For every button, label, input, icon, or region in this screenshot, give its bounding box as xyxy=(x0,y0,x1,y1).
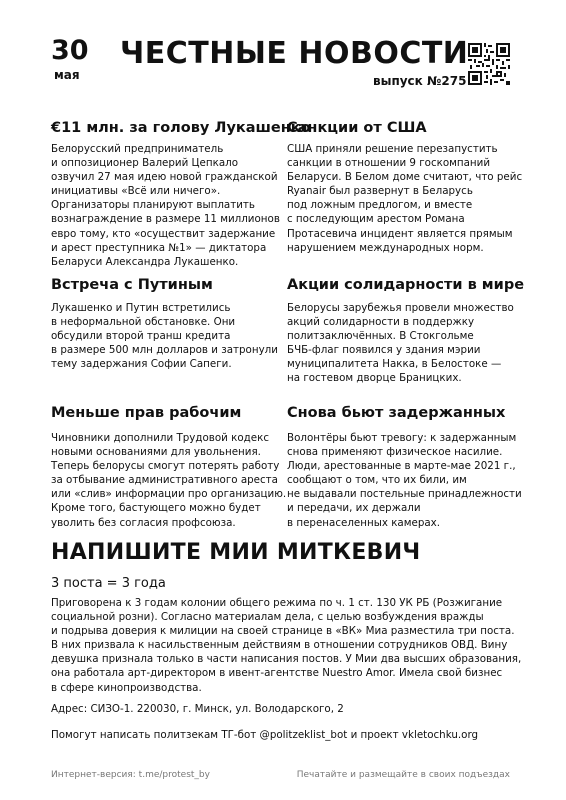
article-title: Встреча с Путиным xyxy=(51,277,213,293)
issue-month: мая xyxy=(54,68,80,82)
article-title: €11 млн. за голову Лукашенко xyxy=(51,120,311,136)
help-note: Помогут написать политзекам ТГ-бот @politzeklist_bot и проект vkletochku.org xyxy=(51,729,479,741)
article-body: США приняли решение перезапустить санкции в отношении 9 госкомпаний Беларуси. В Белом доме считают, что рейс Ryanair был развернут в Беларусь под ложным предлогом, и вместе с последующим арестом Романа Протасевича инцидент является прямым нарушением международных норм. xyxy=(287,143,523,254)
appeal-title: НАПИШИТЕ МИИ МИТКЕВИЧ xyxy=(51,540,421,565)
article-body: Волонтёры бьют тревогу: к задержанным снова применяют физическое насилие. Люди, арестованные в марте-мае 2021 г., сообщают о том, что их били, им не выдавали постельные принадлежности и передачи, их держали в перенаселенных камерах. xyxy=(287,432,522,529)
article-body: Чиновники дополнили Трудовой кодекс новыми основаниями для увольнения. Теперь белорусы смогут потерять работу за отбывание административного ареста или «слив» информации про организацию. Кроме того, бастующего можно будет уволить без согласия профсоюза. xyxy=(51,432,287,529)
article-title: Снова бьют задержанных xyxy=(287,405,506,421)
article-body: Белорусский предприниматель и оппозиционер Валерий Цепкало озвучил 27 мая идею новой гражданской инициативы «Всё или ничего». Организаторы планируют выплатить вознаграждение в размере 11 миллионов евро тому, кто «осуществит задержание и арест преступника №1» — диктатора Беларуси Александра Лукашенко. xyxy=(51,143,280,268)
prison-address: Адрес: СИЗО-1. 220030, г. Минск, ул. Володарского, 2 xyxy=(51,703,344,715)
issue-day: 30 xyxy=(51,35,89,66)
article-body: Лукашенко и Путин встретились в неформальной обстановке. Они обсудили второй транш кредита в размере 500 млн долларов и затронули тему задержания Софии Сапеги. xyxy=(51,302,278,371)
qr-code-icon xyxy=(468,43,510,85)
article-title: Акции солидарности в мире xyxy=(287,277,525,293)
footer-print-note: Печатайте и размещайте в своих подъездах xyxy=(296,770,510,780)
masthead: ЧЕСТНЫЕ НОВОСТИ xyxy=(120,36,469,71)
issue-number: выпуск №275 xyxy=(373,74,467,88)
appeal-subtitle: 3 поста = 3 года xyxy=(51,576,166,591)
appeal-body: Приговорена к 3 годам колонии общего режима по ч. 1 ст. 130 УК РБ (Розжигание социальной розни). Согласно материалам дела, с целью возбуждения вражды и подрыва доверия к милиции на своей странице в «ВК» Миа разместила три поста. В них призвала к насильственным действиям в отношении сотрудников ОВД. Вину девушка признала только в части написания постов. У Мии два высших образования, она работала арт-директором в ивент-агентстве Nuestro Amor. Имела свой бизнес в сфере кинопроизводства. xyxy=(51,597,522,694)
article-title: Меньше прав рабочим xyxy=(51,405,242,421)
article-body: Белорусы зарубежья провели множество акций солидарности в поддержку политзаключённых. В Стокгольме БЧБ-флаг появился у здания мэрии муниципалитета Накка, в Белостоке — на гостевом дворце Браницких. xyxy=(287,302,514,385)
article-title: Санкции от США xyxy=(287,120,427,136)
footer-web-version: Интернет-версия: t.me/protest_by xyxy=(51,770,210,780)
